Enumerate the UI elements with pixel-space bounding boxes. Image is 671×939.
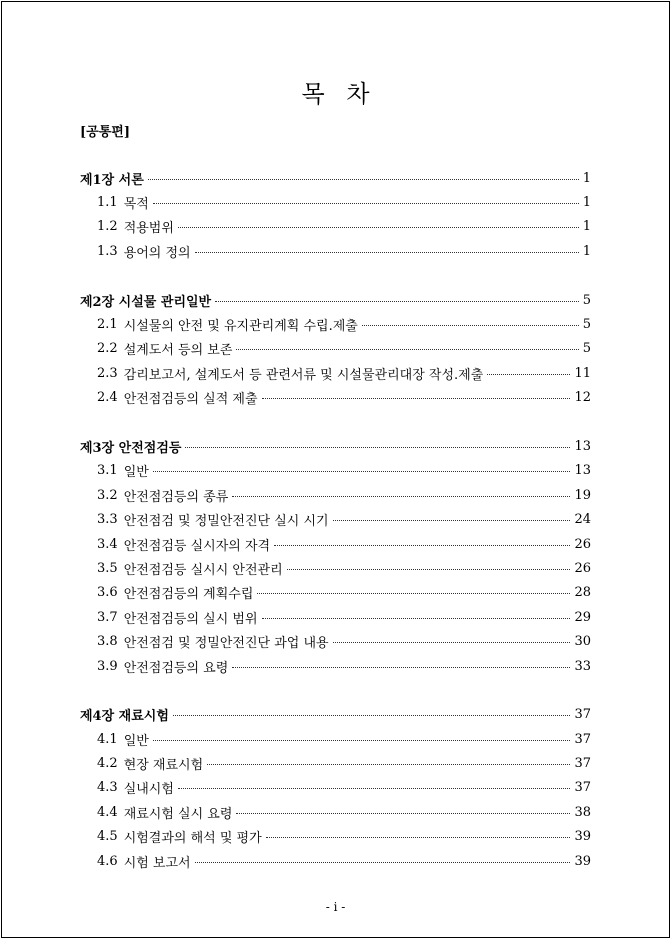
page-number: 24 xyxy=(574,512,591,528)
toc-section-entry[interactable] xyxy=(80,459,591,483)
toc-section-entry[interactable] xyxy=(80,776,591,800)
dot-leader xyxy=(153,471,571,472)
chapter-title: 제4장 재료시험 xyxy=(80,709,169,725)
section-title: 안전점검 및 정밀안전진단 과업 내용 xyxy=(123,636,329,652)
dot-leader xyxy=(262,398,571,399)
section-number: 3.8 xyxy=(97,634,118,650)
toc-section-entry[interactable] xyxy=(80,581,591,605)
page-number: 1 xyxy=(582,243,591,259)
toc-section-entry[interactable] xyxy=(80,629,591,653)
page-number: 19 xyxy=(574,487,591,503)
toc-section-entry[interactable] xyxy=(80,312,591,336)
page-number: 11 xyxy=(574,365,591,381)
section-title: 실내시험 xyxy=(123,782,174,798)
toc-section-entry[interactable] xyxy=(80,654,591,678)
dot-leader xyxy=(262,618,571,619)
toc-section-entry[interactable] xyxy=(80,727,591,751)
part-label: [공통편] xyxy=(80,125,130,140)
toc-section-entry[interactable] xyxy=(80,532,591,556)
section-title: 용어의 정의 xyxy=(123,245,191,261)
section-number: 3.2 xyxy=(97,487,118,503)
section-title: 설계도서 등의 보존 xyxy=(123,343,233,359)
dot-leader xyxy=(195,252,579,253)
section-title: 안전점검등의 종류 xyxy=(123,489,229,505)
toc-section-entry[interactable] xyxy=(80,751,591,775)
dot-leader xyxy=(185,447,570,448)
section-title: 안전점검등의 실시 범위 xyxy=(123,611,258,627)
toc-section-entry[interactable] xyxy=(80,215,591,239)
toc-section-entry[interactable] xyxy=(80,361,591,385)
section-number: 2.4 xyxy=(97,390,118,406)
dot-leader xyxy=(153,740,571,741)
toc-section-entry[interactable] xyxy=(80,800,591,824)
dot-leader xyxy=(178,227,579,228)
section-title: 안전점검등 실시자의 자격 xyxy=(123,538,271,554)
page-number: 26 xyxy=(574,536,591,552)
section-number: 4.1 xyxy=(97,731,118,747)
dot-leader xyxy=(257,593,570,594)
toc-chapter-group xyxy=(80,166,591,264)
section-number: 3.3 xyxy=(97,512,118,528)
page-number: 26 xyxy=(574,560,591,576)
dot-leader xyxy=(195,862,571,863)
section-number: 3.9 xyxy=(97,658,118,674)
table-of-contents xyxy=(80,166,591,898)
dot-leader xyxy=(215,301,579,302)
page-number: 1 xyxy=(582,195,591,211)
dot-leader xyxy=(232,496,570,497)
section-title: 적용범위 xyxy=(123,221,174,237)
section-number: 3.5 xyxy=(97,560,118,576)
page-number: 38 xyxy=(574,804,591,820)
section-number: 3.4 xyxy=(97,536,118,552)
section-number: 2.1 xyxy=(97,317,118,333)
chapter-title: 제2장 시설물 관리일반 xyxy=(80,294,212,310)
toc-chapter-entry[interactable] xyxy=(80,434,591,458)
page-number: 37 xyxy=(574,707,591,723)
chapter-title: 제3장 안전점검등 xyxy=(80,440,182,456)
section-number: 4.3 xyxy=(97,780,118,796)
section-title: 시설물의 안전 및 유지관리계획 수립.제출 xyxy=(123,319,358,335)
page-number: 29 xyxy=(574,609,591,625)
page-number: 37 xyxy=(574,780,591,796)
dot-leader xyxy=(148,179,579,180)
page-number: 13 xyxy=(574,438,591,454)
dot-leader xyxy=(333,642,571,643)
section-number: 3.1 xyxy=(97,463,118,479)
page-title: 목 차 xyxy=(301,80,370,108)
section-title: 현장 재료시험 xyxy=(123,758,204,774)
section-title: 시험결과의 해석 및 평가 xyxy=(123,831,262,847)
section-number: 2.2 xyxy=(97,341,118,357)
toc-section-entry[interactable] xyxy=(80,239,591,263)
dot-leader xyxy=(236,349,578,350)
section-title: 안전점검등의 요령 xyxy=(123,660,229,676)
page-number: 12 xyxy=(574,390,591,406)
toc-section-entry[interactable] xyxy=(80,507,591,531)
page-number: 39 xyxy=(574,829,591,845)
section-number: 4.6 xyxy=(97,853,118,869)
toc-section-entry[interactable] xyxy=(80,483,591,507)
dot-leader xyxy=(362,325,579,326)
section-title: 목적 xyxy=(123,197,149,213)
section-number: 1.3 xyxy=(97,243,118,259)
page-number: 5 xyxy=(582,317,591,333)
dot-leader xyxy=(236,813,570,814)
page-number: 28 xyxy=(574,585,591,601)
toc-chapter-entry[interactable] xyxy=(80,288,591,312)
dot-leader xyxy=(153,203,579,204)
page-number: 33 xyxy=(574,658,591,674)
toc-chapter-entry[interactable] xyxy=(80,703,591,727)
section-title: 안전점검등의 실적 제출 xyxy=(123,392,258,408)
dot-leader xyxy=(287,569,571,570)
section-number: 4.5 xyxy=(97,829,118,845)
section-title: 일반 xyxy=(123,465,149,481)
toc-chapter-entry[interactable] xyxy=(80,166,591,190)
section-title: 안전점검등 실시시 안전관리 xyxy=(123,562,283,578)
section-title: 시험 보고서 xyxy=(123,855,191,871)
section-title: 안전점검 및 정밀안전진단 실시 시기 xyxy=(123,514,329,530)
toc-section-entry[interactable] xyxy=(80,849,591,873)
toc-section-entry[interactable] xyxy=(80,337,591,361)
dot-leader xyxy=(207,764,570,765)
section-number: 1.2 xyxy=(97,219,118,235)
page-number: 5 xyxy=(582,341,591,357)
page-number-footer: - i - xyxy=(325,900,346,914)
section-number: 3.7 xyxy=(97,609,118,625)
section-title: 감리보고서, 설계도서 등 관련서류 및 시설물관리대장 작성.제출 xyxy=(123,367,484,383)
page-number: 30 xyxy=(574,634,591,650)
dot-leader xyxy=(333,520,571,521)
section-number: 4.4 xyxy=(97,804,118,820)
toc-section-entry[interactable] xyxy=(80,605,591,629)
toc-section-entry[interactable] xyxy=(80,190,591,214)
page-number: 1 xyxy=(582,219,591,235)
page-number: 1 xyxy=(582,170,591,186)
chapter-title: 제1장 서론 xyxy=(80,172,144,188)
toc-chapter-group xyxy=(80,703,591,874)
toc-section-entry[interactable] xyxy=(80,825,591,849)
section-number: 3.6 xyxy=(97,585,118,601)
section-title: 일반 xyxy=(123,733,149,749)
page-number: 37 xyxy=(574,731,591,747)
section-title: 재료시험 실시 요령 xyxy=(123,806,233,822)
page-number: 13 xyxy=(574,463,591,479)
dot-leader xyxy=(173,715,571,716)
section-number: 2.3 xyxy=(97,365,118,381)
toc-section-entry[interactable] xyxy=(80,386,591,410)
toc-chapter-group xyxy=(80,434,591,678)
section-number: 4.2 xyxy=(97,756,118,772)
page-number: 37 xyxy=(574,756,591,772)
section-title: 안전점검등의 계획수립 xyxy=(123,587,254,603)
toc-chapter-group xyxy=(80,288,591,410)
dot-leader xyxy=(487,374,570,375)
dot-leader xyxy=(232,667,570,668)
toc-section-entry[interactable] xyxy=(80,556,591,580)
dot-leader xyxy=(274,545,570,546)
page-number: 39 xyxy=(574,853,591,869)
dot-leader xyxy=(266,837,571,838)
page-number: 5 xyxy=(582,292,591,308)
section-number: 1.1 xyxy=(97,195,118,211)
dot-leader xyxy=(178,788,571,789)
